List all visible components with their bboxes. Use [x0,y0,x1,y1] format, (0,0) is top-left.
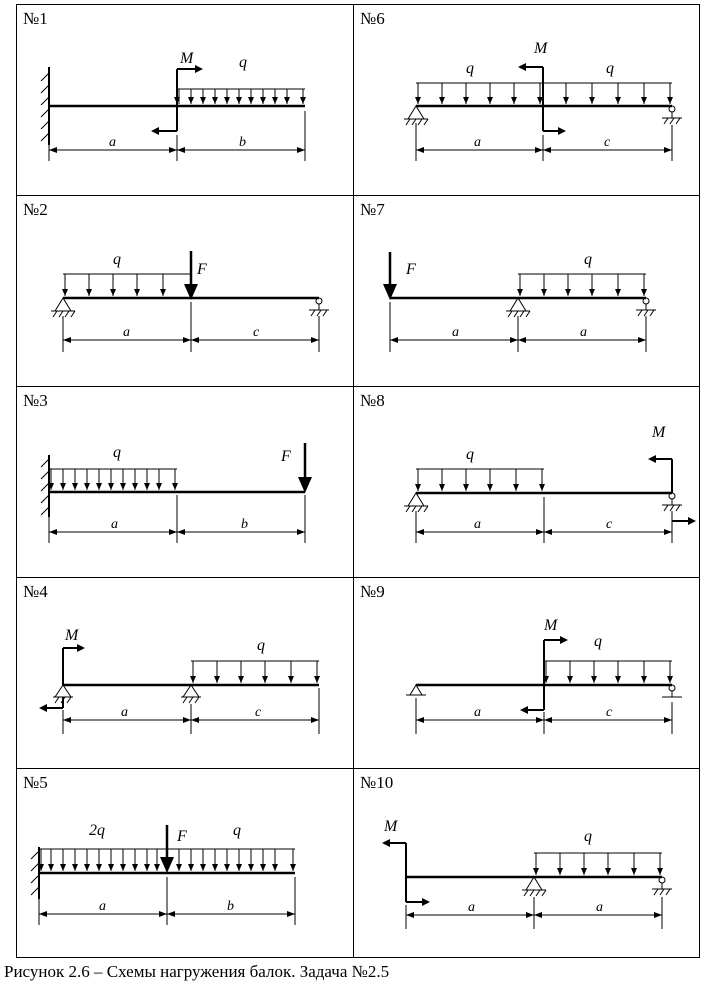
scheme-10 [354,769,701,959]
dimension-label: a [121,705,128,720]
scheme-number: №8 [360,391,385,410]
scheme-10-diagram [354,769,701,959]
moment-label: M [534,40,548,57]
moment-label: M [384,818,398,835]
moment-label: M [652,424,666,441]
scheme-7 [354,196,701,386]
load-label: q [594,633,602,650]
load-label: q [239,54,247,71]
dimension-label: a [99,899,106,914]
scheme-2 [17,196,353,386]
force-label: F [406,261,416,278]
dimension-label: b [241,517,248,532]
dimension-label: a [452,325,459,340]
dimension-label: c [255,705,262,720]
scheme-6 [354,5,701,195]
scheme-number: №4 [23,582,48,601]
dimension-label: c [253,325,260,340]
dimension-label: b [239,135,246,150]
moment-label: M [180,50,194,67]
scheme-number: №2 [23,200,48,219]
scheme-4 [17,578,353,768]
scheme-number: №3 [23,391,48,410]
scheme-7-diagram [354,196,701,386]
load-label: q [584,251,592,268]
scheme-2-diagram [17,196,353,386]
load-label: 2q [89,822,105,839]
force-label: F [197,261,207,278]
dimension-label: a [123,325,130,340]
load-label: q [257,637,265,654]
dimension-label: a [596,900,603,915]
dimension-label: c [606,705,613,720]
load-label: q [584,828,592,845]
dimension-label: a [474,135,481,150]
scheme-number: №6 [360,9,385,28]
dimension-label: a [468,900,475,915]
scheme-5-diagram [17,769,353,959]
scheme-1 [17,5,353,195]
dimension-label: a [580,325,587,340]
scheme-number: №5 [23,773,48,792]
scheme-8 [354,387,701,577]
force-label: F [281,448,291,465]
dimension-label: a [474,517,481,532]
load-label: q [466,60,474,77]
dimension-label: a [109,135,116,150]
scheme-number: №1 [23,9,48,28]
scheme-9-diagram [354,578,701,768]
scheme-number: №10 [360,773,394,792]
scheme-8-diagram [354,387,701,577]
load-label: q [606,60,614,77]
scheme-number: №9 [360,582,385,601]
scheme-5 [17,769,353,959]
dimension-label: a [474,705,481,720]
moment-label: M [544,617,558,634]
dimension-label: a [111,517,118,532]
scheme-9 [354,578,701,768]
moment-label: M [65,627,79,644]
load-label: q [113,251,121,268]
schemes-table [16,4,700,958]
scheme-3-diagram [17,387,353,577]
figure-caption: Рисунок 2.6 – Схемы нагружения балок. Задача №2.5 [4,962,390,981]
load-label: q [113,444,121,461]
scheme-6-diagram [354,5,701,195]
dimension-label: b [227,899,234,914]
load-label: q [233,822,241,839]
load-label: q [466,446,474,463]
scheme-1-diagram [17,5,353,195]
force-label: F [177,828,187,845]
scheme-4-diagram [17,578,353,768]
dimension-label: c [606,517,613,532]
scheme-number: №7 [360,200,385,219]
scheme-3 [17,387,353,577]
dimension-label: c [604,135,611,150]
